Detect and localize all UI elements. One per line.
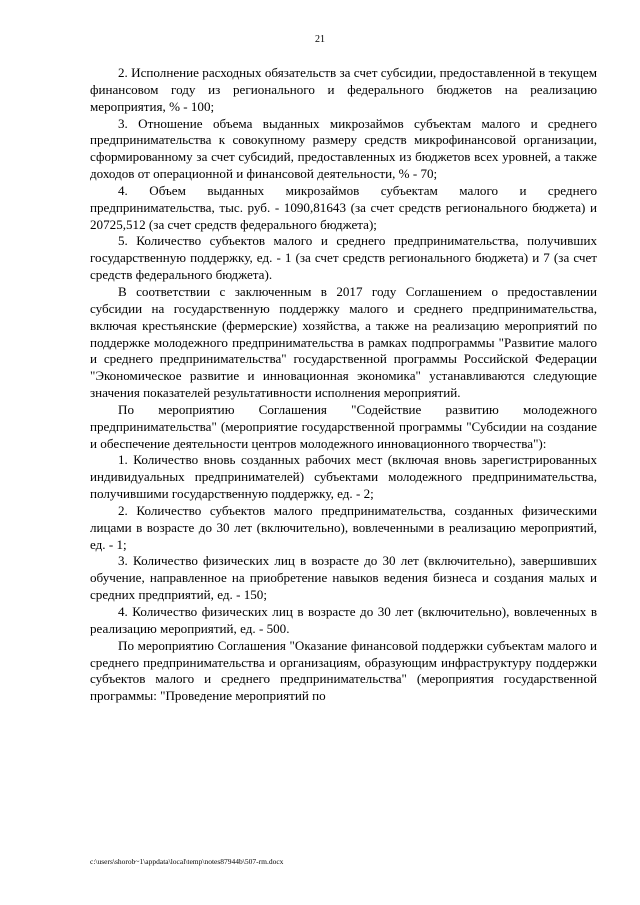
paragraph-youth-indicator-2: 2. Количество субъектов малого предпринимательства, созданных физическими лицами в возрасте до 30 лет (включительно), вовлеченными в реализацию мероприятий, ед. - 1; [90,502,597,552]
paragraph-youth-indicator-1: 1. Количество вновь созданных рабочих мест (включая вновь зарегистрированных индивидуальных предпринимателей) субъектами молодежного предпринимательства, получившими государственную поддержку, ед. - 2; [90,452,597,502]
footer-file-path: c:\users\shorob~1\appdata\local\temp\notes87944b\507-rm.docx [90,857,284,866]
paragraph-agreement-2017: В соответствии с заключенным в 2017 году Соглашением о предоставлении субсидии на государственную поддержку малого и среднего предпринимательства, включая крестьянские (фермерские) хозяйства, а также на реализацию мероприятий по поддержке молодежного предпринимательства в рамках подпрограммы "Развитие малого и среднего предпринимательства" государственной программы Российской Федерации "Экономическое развитие и инновационная экономика" устанавливаются следующие значения показателей результативности исполнения мероприятий. [90,283,597,401]
paragraph-indicator-3: 3. Отношение объема выданных микрозаймов субъектам малого и среднего предпринимательства к совокупному размеру средств микрофинансовой организации, сформированному за счет субсидий, предоставленных из бюджетов всех уровней, а также доходов от операционной и финансовой деятельности, % - 70; [90,115,597,182]
paragraph-youth-entrepreneurship-measure: По мероприятию Соглашения "Содействие развитию молодежного предпринимательства" (мероприятие государственной программы "Субсидии на создание и обеспечение деятельности центров молодежного инновационного творчества"): [90,401,597,451]
paragraph-indicator-5: 5. Количество субъектов малого и среднего предпринимательства, получивших государственную поддержку, ед. - 1 (за счет средств регионального бюджета) и 7 (за счет средств федерального бюджета). [90,233,597,283]
document-body [90,65,597,705]
page-number: 21 [315,34,325,45]
paragraph-youth-indicator-3: 3. Количество физических лиц в возрасте до 30 лет (включительно), завершивших обучение, направленное на приобретение навыков ведения бизнеса и создания малых и средних предприятий, ед. - 150; [90,553,597,603]
paragraph-youth-indicator-4: 4. Количество физических лиц в возрасте до 30 лет (включительно), вовлеченных в реализацию мероприятий, ед. - 500. [90,604,597,636]
paragraph-financial-support-measure: По мероприятию Соглашения "Оказание финансовой поддержки субъектам малого и среднего предпринимательства и организациям, образующим инфраструктуру поддержки субъектов малого и среднего предпринимательства" (мероприятия государственной программы: "Проведение мероприятий по [90,637,597,704]
paragraph-indicator-2: 2. Исполнение расходных обязательств за счет субсидии, предоставленной в текущем финансовом году из регионального и федерального бюджетов на реализацию мероприятия, % - 100; [90,65,597,114]
paragraph-indicator-4: 4. Объем выданных микрозаймов субъектам малого и среднего предпринимательства, тыс. руб. - 1090,81643 (за счет средств регионального бюджета) и 20725,512 (за счет средств федерального бюджета); [90,182,597,232]
